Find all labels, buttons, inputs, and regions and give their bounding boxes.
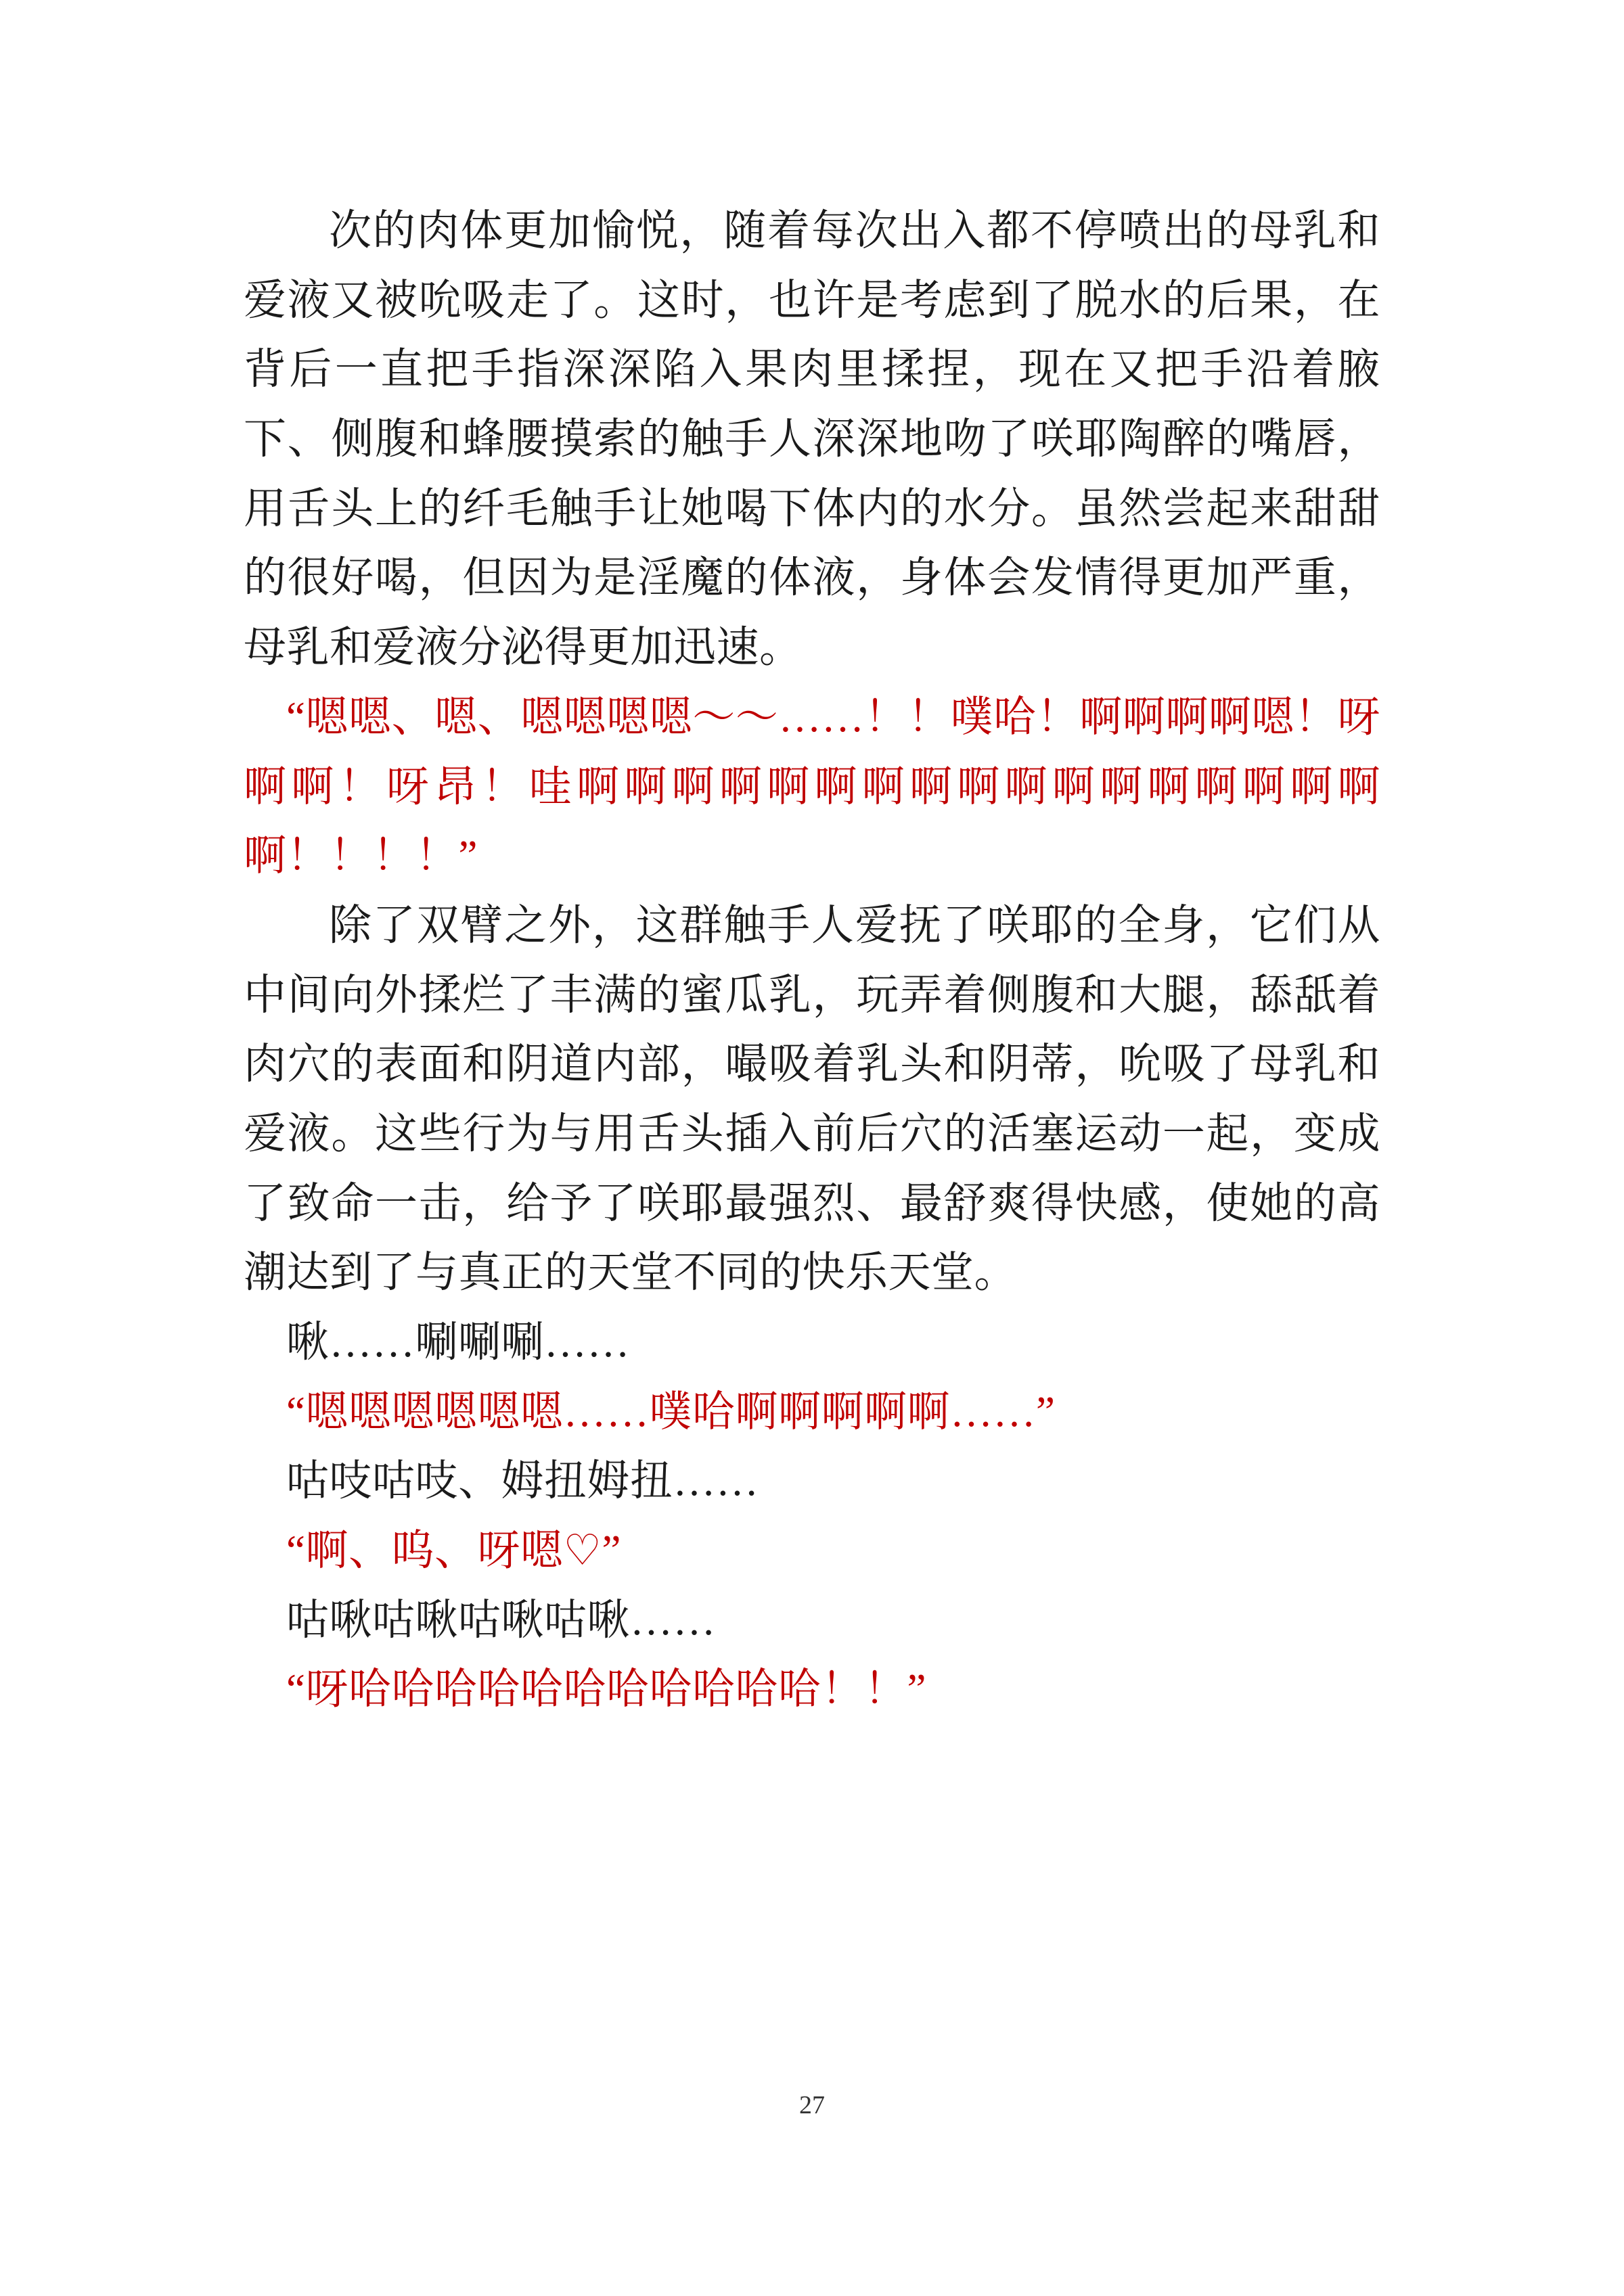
paragraph-3: 除了双臂之外，这群触手人爱抚了咲耶的全身，它们从中间向外揉烂了丰满的蜜瓜乳，玩弄着侧腹和大腿，舔舐着肉穴的表面和阴道内部，嘬吸着乳头和阴蒂，吮吸了母乳和爱液。这些行为与用舌头插入前后穴的活塞运动一起，变成了致命一击，给予了咲耶最强烈、最舒爽得快感，使她的高潮达到了与真正的天堂不同的快乐天堂。 xyxy=(244,901,1380,1297)
paragraph-9-dialogue: “呀哈哈哈哈哈哈哈哈哈哈哈！！” xyxy=(286,1666,926,1714)
paragraph-8-sfx: 咕啾咕啾咕啾咕啾…… xyxy=(286,1596,716,1644)
paragraph-1: 次的肉体更加愉悦，随着每次出入都不停喷出的母乳和爱液又被吮吸走了。这时，也许是考虑到了脱水的后果，在背后一直把手指深深陷入果肉里揉捏，现在又把手沿着腋下、侧腹和蜂腰摸索的触手人深深地吻了咲耶陶醉的嘴唇，用舌头上的纤毛触手让她喝下体内的水分。虽然尝起来甜甜的很好喝，但因为是淫魔的体液，身体会发情得更加严重，母乳和爱液分泌得更加迅速。 xyxy=(244,207,1380,672)
paragraph-7-dialogue: “啊、呜、呀嗯♡” xyxy=(286,1527,621,1575)
paragraph-5-dialogue: “嗯嗯嗯嗯嗯嗯……噗哈啊啊啊啊啊……” xyxy=(286,1387,1056,1436)
page-body-text xyxy=(244,196,1380,1724)
paragraph-2-dialogue: “嗯嗯、嗯、嗯嗯嗯嗯〜〜……！！噗哈！啊啊啊啊嗯！呀啊啊！呀昂！哇啊啊啊啊啊啊啊啊啊啊啊啊啊啊啊啊啊啊！！！！” xyxy=(244,693,1380,880)
page-number: 27 xyxy=(799,2091,825,2119)
paragraph-6-sfx: 咕吱咕吱、姆扭姆扭…… xyxy=(286,1457,759,1505)
paragraph-4-sfx: 啾……唰唰唰…… xyxy=(286,1318,630,1366)
